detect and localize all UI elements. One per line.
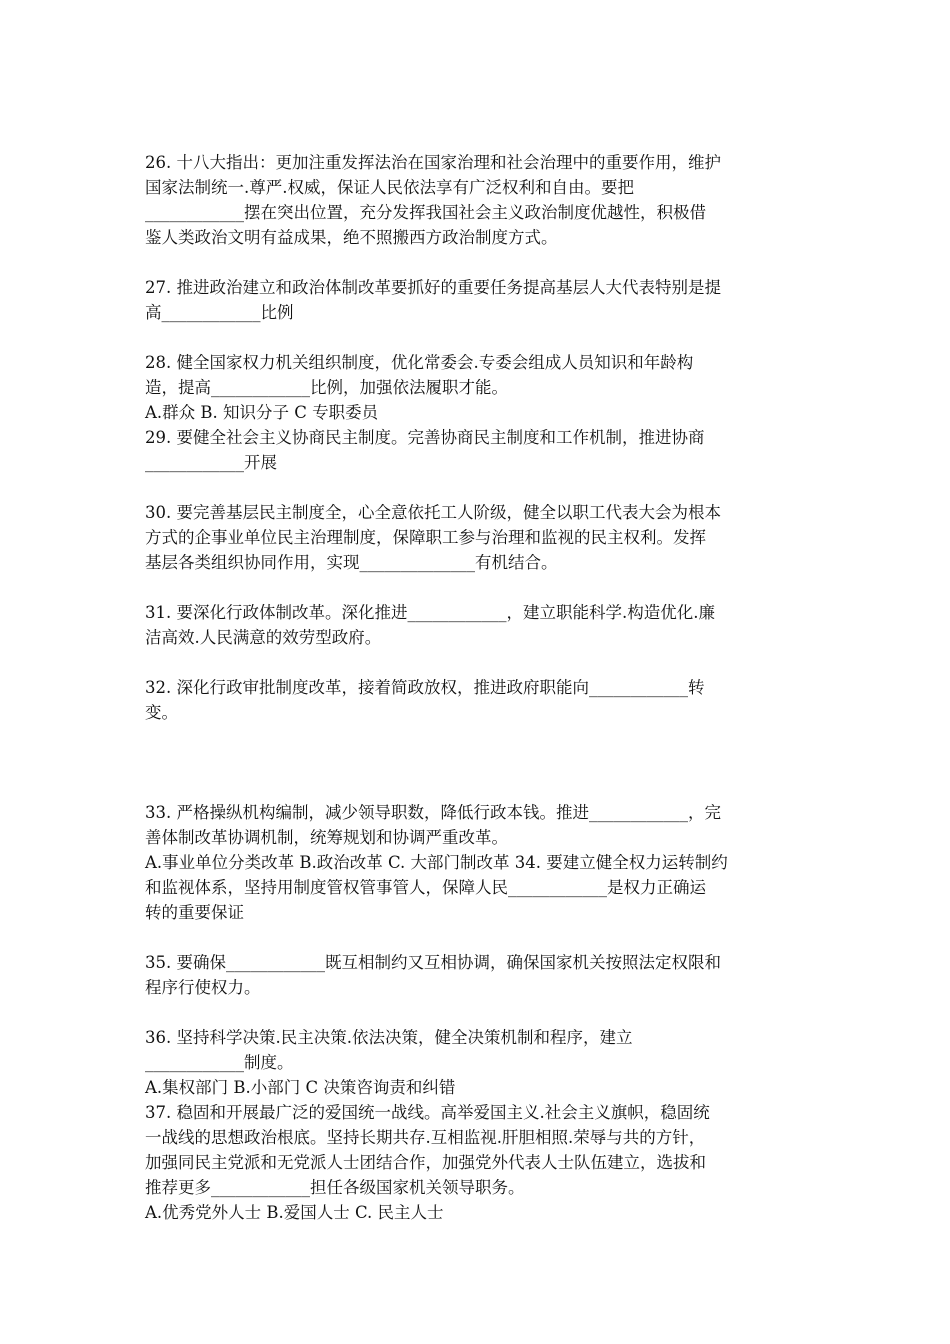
document-page xyxy=(145,150,810,1225)
question-30 xyxy=(145,500,810,575)
text-line: ____________摆在突出位置，充分发挥我国社会主义政治制度优越性，积极借 xyxy=(145,203,706,222)
paragraph-gap xyxy=(145,725,810,800)
text-line: 鉴人类政治文明有益成果，绝不照搬西方政治制度方式。 xyxy=(145,228,558,247)
text-line: 洁高效.人民满意的效劳型政府。 xyxy=(145,628,382,647)
answer-options: A.优秀党外人士 B.爱国人士 C. 民主人士 xyxy=(145,1203,444,1222)
question-28-29 xyxy=(145,350,810,475)
text-line: 28. 健全国家权力机关组织制度，优化常委会.专委会组成人员知识和年龄构 xyxy=(145,353,694,372)
text-line: 27. 推进政治建立和政治体制改革要抓好的重要任务提高基层人大代表特别是提 xyxy=(145,278,721,297)
text-line: 转的重要保证 xyxy=(145,903,244,922)
paragraph-gap xyxy=(145,475,810,500)
paragraph-gap xyxy=(145,325,810,350)
text-line: 基层各类组织协同作用，实现______________有机结合。 xyxy=(145,553,558,572)
text-line: 30. 要完善基层民主制度全，心全意依托工人阶级，健全以职工代表大会为根本 xyxy=(145,503,721,522)
text-line: 国家法制统一.尊严.权威，保证人民依法享有广泛权利和自由。要把 xyxy=(145,178,634,197)
text-line: 善体制改革协调机制，统筹规划和协调严重改革。 xyxy=(145,828,508,847)
text-line: 37. 稳固和开展最广泛的爱国统一战线。高举爱国主义.社会主义旗帜，稳固统 xyxy=(145,1103,710,1122)
text-line: 和监视体系，坚持用制度管权管事管人，保障人民____________是权力正确运 xyxy=(145,878,706,897)
answer-options: A.集权部门 B.小部门 C 决策咨询责和纠错 xyxy=(145,1078,456,1097)
text-line: 一战线的思想政治根底。坚持长期共存.互相监视.肝胆相照.荣辱与共的方针， xyxy=(145,1128,706,1147)
text-line: 造，提高____________比例，加强依法履职才能。 xyxy=(145,378,508,397)
text-line: 26. 十八大指出：更加注重发挥法治在国家治理和社会治理中的重要作用，维护 xyxy=(145,153,721,172)
text-line: 29. 要健全社会主义协商民主制度。完善协商民主制度和工作机制，推进协商 xyxy=(145,428,705,447)
text-line: 36. 坚持科学决策.民主决策.依法决策，健全决策机制和程序，建立 xyxy=(145,1028,633,1047)
paragraph-gap xyxy=(145,650,810,675)
text-line: 变。 xyxy=(145,703,178,722)
text-line: ____________开展 xyxy=(145,453,277,472)
text-line: 高____________比例 xyxy=(145,303,294,322)
question-33-34 xyxy=(145,800,810,925)
text-line: 33. 严格操纵机构编制，减少领导职数，降低行政本钱。推进____________，完 xyxy=(145,803,721,822)
question-35 xyxy=(145,950,810,1000)
paragraph-gap xyxy=(145,250,810,275)
question-31 xyxy=(145,600,810,650)
paragraph-gap xyxy=(145,1000,810,1025)
text-line: 35. 要确保____________既互相制约又互相协调，确保国家机关按照法定权限和 xyxy=(145,953,721,972)
question-27 xyxy=(145,275,810,325)
paragraph-gap xyxy=(145,575,810,600)
text-line: ____________制度。 xyxy=(145,1053,294,1072)
text-line: 31. 要深化行政体制改革。深化推进____________，建立职能科学.构造优化.廉 xyxy=(145,603,715,622)
text-line: 加强同民主党派和无党派人士团结合作，加强党外代表人士队伍建立，选拔和 xyxy=(145,1153,706,1172)
text-line: 推荐更多____________担任各级国家机关领导职务。 xyxy=(145,1178,525,1197)
text-line: 方式的企事业单位民主治理制度，保障职工参与治理和监视的民主权利。发挥 xyxy=(145,528,706,547)
answer-options: A.事业单位分类改革 B.政治改革 C. 大部门制改革 34. 要建立健全权力运转制约 xyxy=(145,853,728,872)
text-line: 程序行使权力。 xyxy=(145,978,261,997)
paragraph-gap xyxy=(145,925,810,950)
answer-options: A.群众 B. 知识分子 C 专职委员 xyxy=(145,403,379,422)
text-line: 32. 深化行政审批制度改革，接着简政放权，推进政府职能向____________转 xyxy=(145,678,705,697)
question-32 xyxy=(145,675,810,725)
question-26 xyxy=(145,150,810,250)
question-36-37 xyxy=(145,1025,810,1225)
